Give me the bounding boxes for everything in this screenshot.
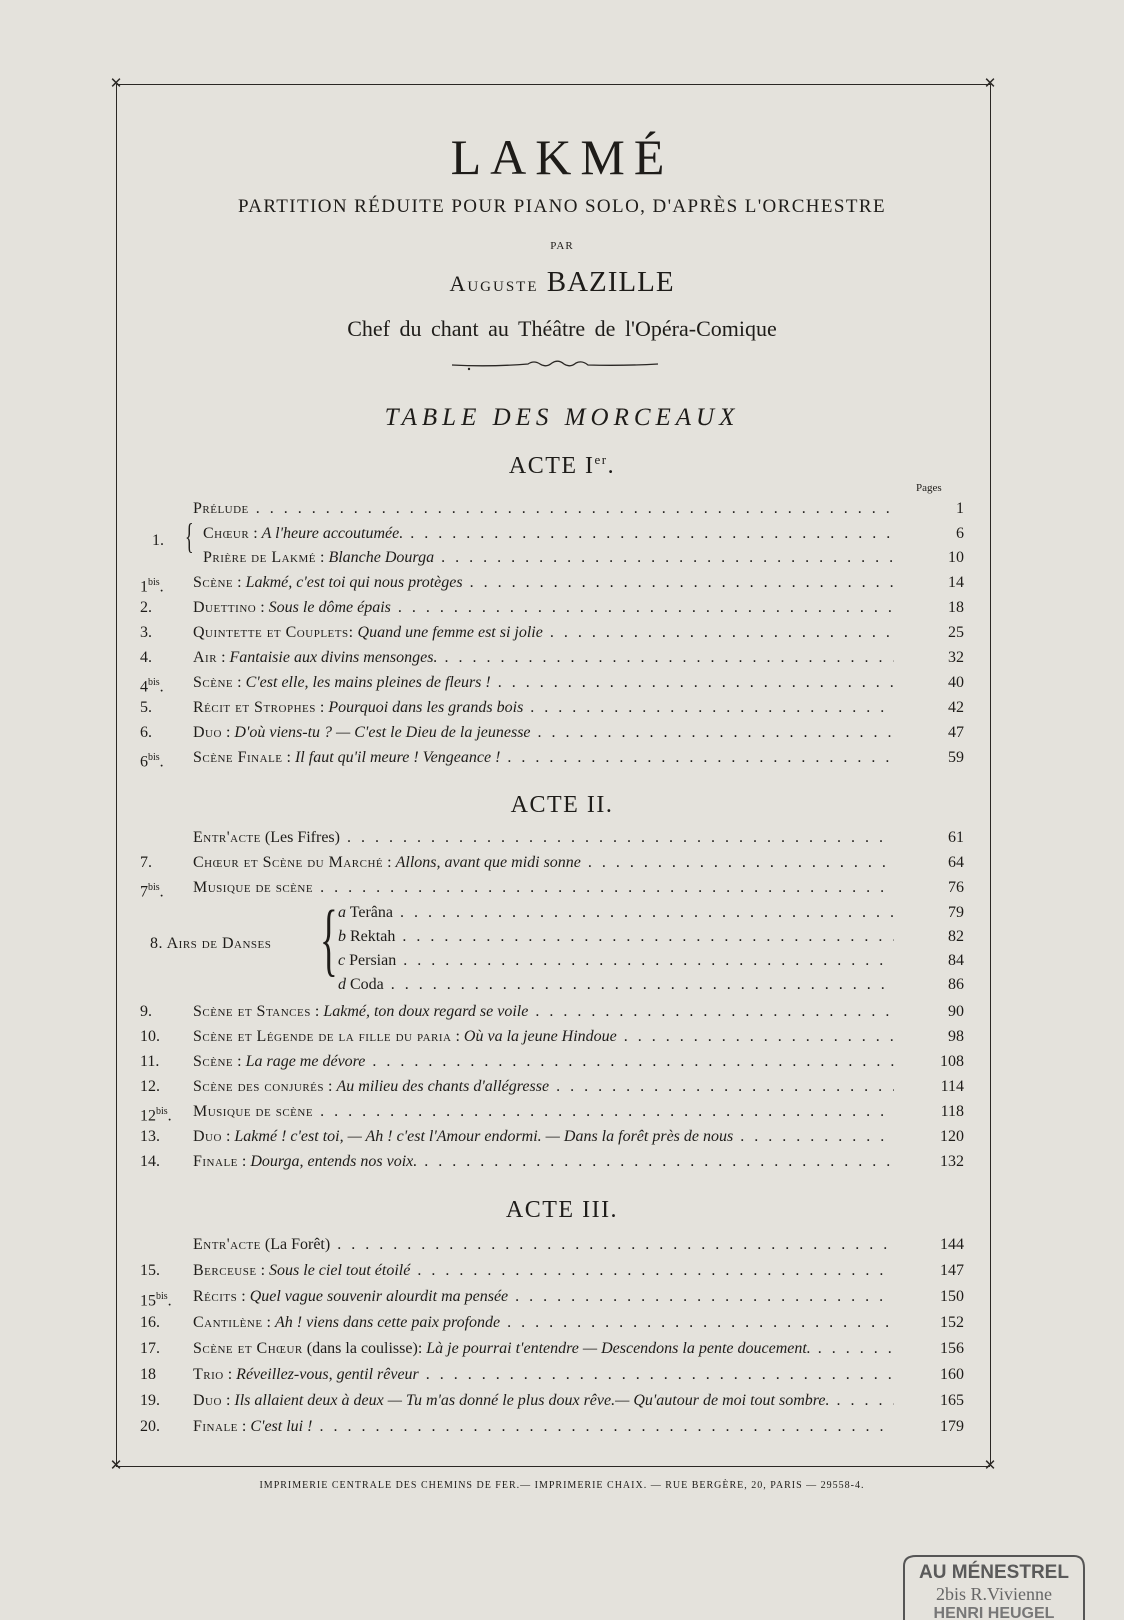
entry-number: 17. — [140, 1340, 160, 1357]
act-1-title-dot: . — [607, 453, 616, 479]
entry-label: Air — [193, 649, 218, 666]
act-3-heading: ACTE III. — [505, 1197, 619, 1223]
entry-plain-text: (La Forêt) — [264, 1236, 331, 1253]
entry-label: Scène et Chœur — [193, 1340, 303, 1357]
entry-page: 59 — [948, 749, 964, 766]
entry-label: Prélude — [193, 500, 249, 517]
par-label: PAR — [550, 240, 574, 252]
table-title: TABLE DES MORCEAUX — [384, 404, 740, 431]
toc-row-prelude — [140, 497, 964, 521]
entry-page: 179 — [940, 1418, 964, 1435]
corner-ornament-top-left: ✕ — [109, 76, 123, 92]
entry-page: 144 — [940, 1236, 964, 1253]
entry-number: 16. — [140, 1314, 160, 1331]
entry-label: Musique de scène — [193, 879, 314, 896]
entry-label: Duo — [193, 1392, 222, 1409]
entry-text: Dourga, entends nos voix. — [250, 1153, 418, 1170]
entry-page: 25 — [948, 624, 964, 641]
entry-text: Lakmé, ton doux regard se voile — [323, 1003, 529, 1020]
entry-plain-text: (dans la coulisse): — [306, 1340, 423, 1357]
entry-number: 15 — [140, 1292, 156, 1310]
toc-row: $15^{bis}$. Récits : Quel vague souvenir alourdit ma pensée . . . 150 — [140, 1285, 964, 1309]
toc-row: 16. Cantilène : Ah ! viens dans cette paix profonde . . . 152 — [140, 1311, 964, 1335]
page-title: LAKMÉ — [450, 129, 674, 185]
group-1-brace: { — [185, 516, 194, 556]
entry-page: 118 — [940, 1103, 964, 1120]
entry-text: Sous le dôme épais — [268, 599, 391, 616]
toc-row-dance — [140, 949, 964, 973]
entry-number-sup: bis — [148, 677, 160, 688]
entry-text: Blanche Dourga — [328, 549, 435, 566]
entry-number: 1 — [140, 578, 148, 596]
corner-ornament-bottom-right: ✕ — [983, 1458, 997, 1474]
toc-row — [140, 826, 964, 850]
entry-text: Au milieu des chants d'allégresse — [336, 1078, 550, 1095]
entry-page: 152 — [940, 1314, 964, 1331]
dance-letter: d — [338, 976, 346, 993]
entry-label: Trio — [193, 1366, 224, 1383]
toc-row-priere: Prière de Lakmé : Blanche Dourga . . . 10 — [140, 546, 964, 570]
entry-text: C'est lui ! — [250, 1418, 313, 1435]
entry-page: 6 — [956, 525, 964, 542]
entry-page: 64 — [948, 854, 964, 871]
entry-text: Fantaisie aux divins mensonges. — [229, 649, 438, 666]
toc-row — [140, 1337, 964, 1361]
entry-number-sup: bis — [148, 577, 160, 588]
entry-number: 6. — [140, 724, 152, 741]
toc-row: $7^{bis}$. Musique de scène . . . 76 — [140, 876, 964, 900]
airs-de-danses-label: 8. Airs de Danses — [150, 935, 272, 952]
entry-number-sup: bis — [156, 1106, 168, 1117]
entry-label: Musique de scène — [193, 1103, 314, 1120]
entry-number: 13. — [140, 1128, 160, 1145]
entry-label: Scène Finale — [193, 749, 283, 766]
entry-text: C'est elle, les mains pleines de fleurs ! — [245, 674, 491, 691]
toc-row: 12. Scène des conjurés : Au milieu des chants d'allégresse . . . 114 — [140, 1075, 964, 1099]
dance-name: Coda — [350, 976, 384, 993]
entry-page: 79 — [948, 904, 964, 921]
printer-footer: IMPRIMERIE CENTRALE DES CHEMINS DE FER.— IMPRIMERIE CHAIX. — RUE BERGÈRE, 20, PARIS — 29558-4. — [259, 1480, 865, 1491]
entry-page: 147 — [940, 1262, 964, 1279]
entry-number: 18 — [140, 1366, 156, 1383]
toc-row-dance — [140, 973, 964, 997]
dance-letter: a — [338, 904, 346, 921]
group-1-number: 1. — [152, 532, 164, 549]
toc-row: $1^{bis}$. Scène : Lakmé, c'est toi qui nous protèges . . . 14 — [140, 571, 964, 595]
entry-label: Duettino — [193, 599, 257, 616]
entry-text: La rage me dévore — [245, 1053, 366, 1070]
entry-page: 61 — [948, 829, 964, 846]
toc-row: 19. Duo : Ils allaient deux à deux — Tu m'as donné le plus doux rêve.— Qu'autour de moi tout sombre. . . . 165 — [140, 1389, 964, 1413]
entry-number: 3. — [140, 624, 152, 641]
act-1-title: ACTE I — [508, 453, 595, 479]
entry-number: 15. — [140, 1262, 160, 1279]
entry-number-sup: bis — [156, 1291, 168, 1302]
entry-label: Scène et Légende de la fille du paria — [193, 1028, 452, 1045]
toc-row: 4. Air : Fantaisie aux divins mensonges. . . . 32 — [140, 646, 964, 670]
toc-row: $6^{bis}$. Scène Finale : Il faut qu'il meure ! Vengeance ! . . . 59 — [140, 746, 964, 770]
entry-text: A l'heure accoutumée. — [261, 525, 404, 542]
entry-label: Entr'acte — [193, 1236, 261, 1253]
entry-page: 90 — [948, 1003, 964, 1020]
entry-label: Récit et Strophes — [193, 699, 316, 716]
entry-label: Cantilène — [193, 1314, 263, 1331]
corner-ornament-bottom-left: ✕ — [109, 1458, 123, 1474]
toc-row: 14. Finale : Dourga, entends nos voix. . . . 132 — [140, 1150, 964, 1174]
author-name — [0, 266, 1124, 299]
publisher-stamp — [898, 1550, 1090, 1620]
entry-plain-text: (Les Fifres) — [264, 829, 340, 846]
dance-name: Rektah — [350, 928, 396, 945]
corner-ornament-top-right: ✕ — [983, 76, 997, 92]
entry-page: 84 — [948, 952, 964, 969]
entry-text: Il faut qu'il meure ! Vengeance ! — [294, 749, 501, 766]
entry-number: 14. — [140, 1153, 160, 1170]
author-first-name: Auguste — [449, 271, 539, 296]
entry-page: 132 — [940, 1153, 964, 1170]
entry-page: 156 — [940, 1340, 964, 1357]
entry-number-sup: bis — [148, 882, 160, 893]
entry-number: 5. — [140, 699, 152, 716]
ornament-divider-icon — [450, 358, 660, 372]
entry-page: 18 — [948, 599, 964, 616]
toc-row: 20. Finale : C'est lui ! . . . 179 — [140, 1415, 964, 1439]
act-1-title-sup: er — [594, 452, 608, 467]
stamp-line-1: AU MÉNESTREL — [919, 1562, 1069, 1583]
entry-number: 2. — [140, 599, 152, 616]
entry-number: 20. — [140, 1418, 160, 1435]
toc-row-dance — [140, 901, 964, 925]
frame-bottom-rule — [116, 1466, 990, 1467]
entry-text: Lakmé, c'est toi qui nous protèges — [245, 574, 463, 591]
dance-letter: c — [338, 952, 346, 969]
entry-label: Berceuse — [193, 1262, 257, 1279]
toc-row-dance — [140, 925, 964, 949]
act-2-heading: ACTE II. — [510, 792, 614, 818]
entry-label: Scène — [193, 674, 234, 691]
entry-number: 11. — [140, 1053, 160, 1070]
dance-letter: b — [338, 928, 346, 945]
entry-label: Scène des conjurés — [193, 1078, 325, 1095]
entry-page: 14 — [948, 574, 964, 591]
entry-text: Là je pourrai t'entendre — Descendons la pente doucement. — [426, 1340, 811, 1357]
toc-row: 2. Duettino : Sous le dôme épais . . . 18 — [140, 596, 964, 620]
toc-row: 7. Chœur et Scène du Marché : Allons, avant que midi sonne . . . 64 — [140, 851, 964, 875]
toc-row — [140, 621, 964, 645]
entry-label: Quintette et Couplets: — [193, 624, 354, 641]
entry-label: Prière de Lakmé — [203, 549, 316, 566]
toc-row: 10. Scène et Légende de la fille du paria : Où va la jeune Hindoue . . . 98 — [140, 1025, 964, 1049]
toc-row: 9. Scène et Stances : Lakmé, ton doux regard se voile . . . 90 — [140, 1000, 964, 1024]
entry-label: Scène — [193, 574, 234, 591]
entry-number: 7 — [140, 883, 148, 901]
entry-page: 1 — [956, 500, 964, 517]
entry-label: Chœur — [203, 525, 250, 542]
entry-text: Lakmé ! c'est toi, — Ah ! c'est l'Amour endormi. — Dans la forêt près de nous — [234, 1128, 734, 1145]
entry-page: 32 — [948, 649, 964, 666]
toc-row: $4^{bis}$. Scène : C'est elle, les mains pleines de fleurs ! . . . 40 — [140, 671, 964, 695]
entry-label: Duo — [193, 1128, 222, 1145]
airs-brace: { — [320, 893, 338, 984]
pages-column-label: Pages — [916, 482, 942, 494]
entry-page: 82 — [948, 928, 964, 945]
entry-page: 42 — [948, 699, 964, 716]
entry-page: 160 — [940, 1366, 964, 1383]
entry-label: Chœur et Scène du Marché — [193, 854, 384, 871]
page-subtitle: PARTITION RÉDUITE POUR PIANO SOLO, D'APRÈS L'ORCHESTRE — [237, 196, 886, 217]
entry-text: Où va la jeune Hindoue — [463, 1028, 617, 1045]
entry-number: 12 — [140, 1107, 156, 1125]
toc-row — [140, 1233, 964, 1257]
entry-page: 98 — [948, 1028, 964, 1045]
dance-name: Terâna — [349, 904, 394, 921]
stamp-line-3: HENRI HEUGEL — [933, 1605, 1055, 1620]
entry-text: Quel vague souvenir alourdit ma pensée — [249, 1288, 509, 1305]
author-role: Chef du chant au Théâtre de l'Opéra-Comique — [347, 316, 777, 341]
dance-name: Persian — [349, 952, 397, 969]
entry-label: Scène et Stances — [193, 1003, 311, 1020]
entry-number: 9. — [140, 1003, 152, 1020]
entry-label: Finale — [193, 1418, 238, 1435]
entry-number: 12. — [140, 1078, 160, 1095]
toc-row: 6. Duo : D'où viens-tu ? — C'est le Dieu de la jeunesse . . . 47 — [140, 721, 964, 745]
entry-page: 120 — [940, 1128, 964, 1145]
toc-row-choeur: Chœur : A l'heure accoutumée. . . . 6 — [140, 522, 964, 546]
entry-text: D'où viens-tu ? — C'est le Dieu de la jeunesse — [234, 724, 531, 741]
toc-row: $12^{bis}$. Musique de scène . . . 118 — [140, 1100, 964, 1124]
toc-row: 11. Scène : La rage me dévore . . . 108 — [140, 1050, 964, 1074]
entry-number: 7. — [140, 854, 152, 871]
entry-number: 4. — [140, 649, 152, 666]
frame-top-rule — [116, 84, 990, 85]
entry-text: Sous le ciel tout étoilé — [269, 1262, 411, 1279]
entry-page: 47 — [948, 724, 964, 741]
entry-page: 114 — [940, 1078, 964, 1095]
entry-label: Duo — [193, 724, 222, 741]
entry-text: Ils allaient deux à deux — Tu m'as donné le plus doux rêve.— Qu'autour de moi tout sombre. — [234, 1392, 830, 1409]
toc-row: 5. Récit et Strophes : Pourquoi dans les grands bois . . . 42 — [140, 696, 964, 720]
entry-number: 4 — [140, 678, 148, 696]
entry-number-sup: bis — [148, 752, 160, 763]
entry-page: 40 — [948, 674, 964, 691]
entry-text: Ah ! viens dans cette paix profonde — [275, 1314, 501, 1331]
entry-page: 108 — [940, 1053, 964, 1070]
entry-text: Pourquoi dans les grands bois — [328, 699, 524, 716]
entry-label: Entr'acte — [193, 829, 261, 846]
toc-row: 18 Trio : Réveillez-vous, gentil rêveur . . . 160 — [140, 1363, 964, 1387]
entry-page: 10 — [948, 549, 964, 566]
toc-row: 15. Berceuse : Sous le ciel tout étoilé . . . 147 — [140, 1259, 964, 1283]
entry-text: Réveillez-vous, gentil rêveur — [236, 1366, 419, 1383]
act-1-heading — [0, 452, 1124, 480]
author-last-name: BAZILLE — [546, 266, 675, 298]
stamp-line-2: 2bis R.Vivienne — [936, 1584, 1052, 1604]
entry-number: 19. — [140, 1392, 160, 1409]
entry-page: 86 — [948, 976, 964, 993]
entry-label: Finale — [193, 1153, 238, 1170]
entry-text: Quand une femme est si jolie — [357, 624, 543, 641]
entry-label: Récits — [193, 1288, 238, 1305]
entry-number: 6 — [140, 753, 148, 771]
entry-number: 10. — [140, 1028, 160, 1045]
entry-label: Scène — [193, 1053, 234, 1070]
toc-row: 13. Duo : Lakmé ! c'est toi, — Ah ! c'est l'Amour endormi. — Dans la forêt près de nous . . . 120 — [140, 1125, 964, 1149]
entry-page: 150 — [940, 1288, 964, 1305]
entry-page: 76 — [948, 879, 964, 896]
entry-text: Allons, avant que midi sonne — [395, 854, 581, 871]
entry-page: 165 — [940, 1392, 964, 1409]
